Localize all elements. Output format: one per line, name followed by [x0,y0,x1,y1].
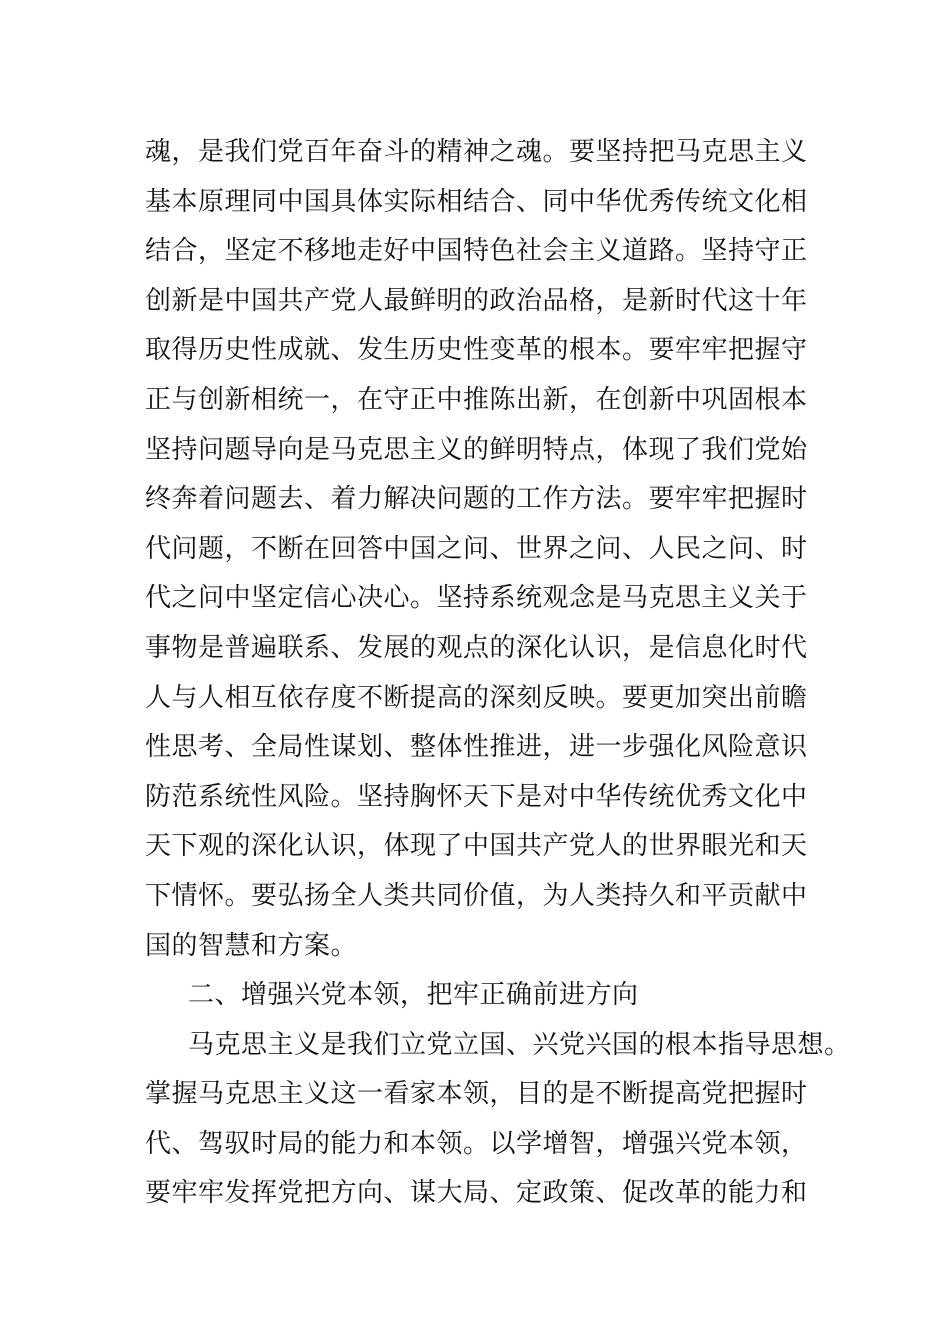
text-line-3: 结合，坚定不移地走好中国特色社会主义道路。坚持守正 [145,236,808,267]
text-line-15: 天下观的深化认识，体现了中国共产党人的世界眼光和天 [145,831,808,862]
text-line-2: 基本原理同中国具体实际相结合、同中华优秀传统文化相 [145,186,808,217]
text-line-12: 人与人相互依存度不断提高的深刻反映。要更加突出前瞻 [145,682,808,713]
text-line-4: 创新是中国共产党人最鲜明的政治品格，是新时代这十年 [145,285,808,316]
section-heading: 二、增强兴党本领，把牢正确前进方向 [188,980,639,1011]
para2-line-2: 掌握马克思主义这一看家本领，目的是不断提高党把握时 [145,1079,808,1110]
text-line-13: 性思考、全局性谋划、整体性推进，进一步强化风险意识 [145,732,808,763]
text-line-16: 下情怀。要弘扬全人类共同价值，为人类持久和平贡献中 [145,880,808,911]
para2-line-4: 要牢牢发挥党把方向、谋大局、定政策、促改革的能力和 [145,1178,808,1209]
document-body [145,128,851,1219]
para2-line-3: 代、驾驭时局的能力和本领。以学增智，增强兴党本领， [145,1128,808,1159]
text-line-6: 正与创新相统一，在守正中推陈出新，在创新中巩固根本 [145,384,808,415]
text-line-1: 魂，是我们党百年奋斗的精神之魂。要坚持把马克思主义 [145,137,808,167]
text-line-11: 事物是普遍联系、发展的观点的深化认识，是信息化时代 [145,632,808,663]
text-line-8: 终奔着问题去、着力解决问题的工作方法。要牢牢把握时 [145,484,808,515]
text-line-9: 代问题，不断在回答中国之问、世界之问、人民之问、时 [145,533,808,564]
text-line-14: 防范系统性风险。坚持胸怀天下是对中华传统优秀文化中 [145,781,808,812]
text-line-17: 国的智慧和方案。 [145,930,358,961]
text-line-7: 坚持问题导向是马克思主义的鲜明特点，体现了我们党始 [145,434,808,465]
para2-line-1: 马克思主义是我们立党立国、兴党兴国的根本指导思想。 [188,1029,851,1060]
text-line-10: 代之问中坚定信心决心。坚持系统观念是马克思主义关于 [145,583,808,614]
text-line-5: 取得历史性成就、发生历史性变革的根本。要牢牢把握守 [145,335,808,366]
